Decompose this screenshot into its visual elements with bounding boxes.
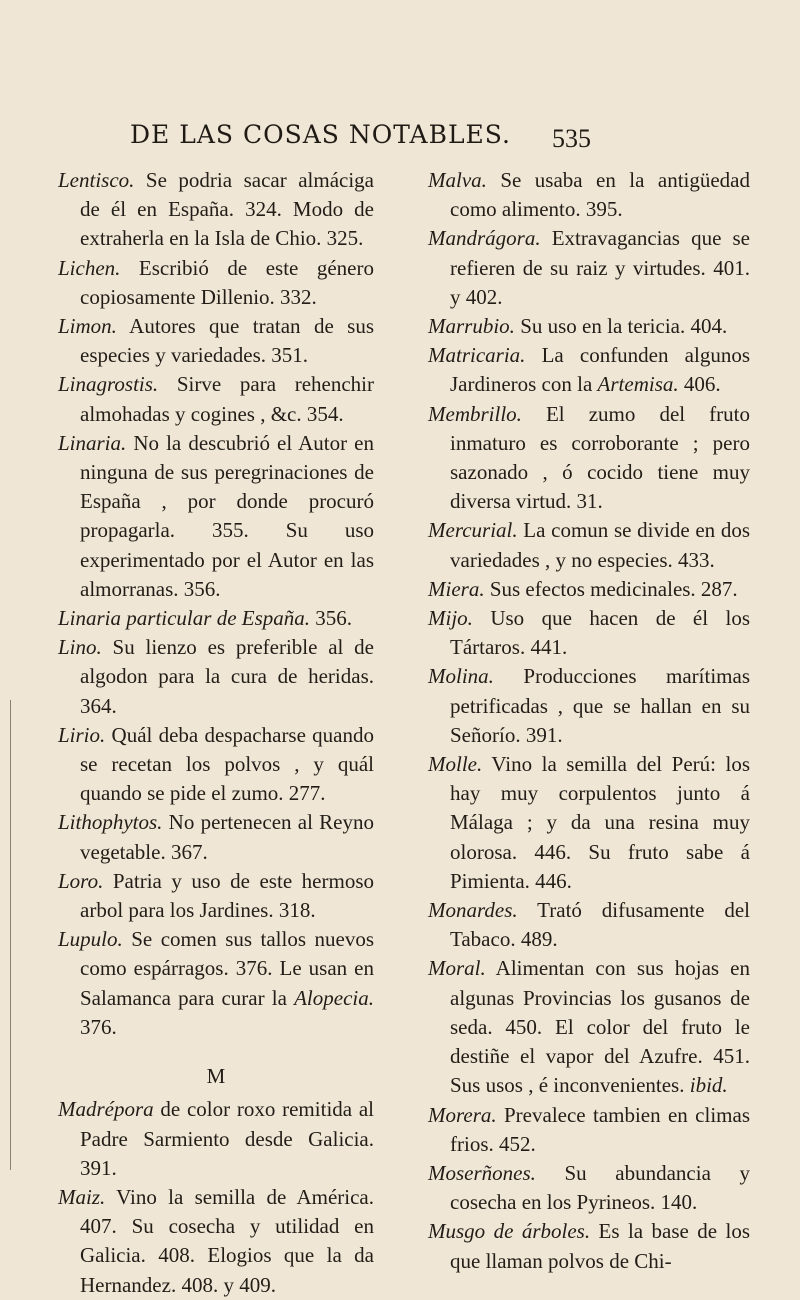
entry-text: Extravagancias que se refieren de su raiz y virtudes. 401. y 402.: [450, 226, 750, 309]
entry-reference: Artemisa.: [597, 372, 679, 397]
index-entry: [58, 604, 374, 633]
entry-term: Membrillo.: [428, 401, 522, 426]
index-entry: [58, 254, 374, 312]
index-entry: [428, 1101, 750, 1159]
entry-text: Su abundancia y cosecha en los Pyrineos. 140.: [450, 1160, 750, 1215]
entry-term: Mercurial.: [428, 518, 518, 543]
entry-text: Sus efectos medicinales. 287.: [484, 576, 738, 601]
entry-text: Autores que tratan de sus especies y variedades. 351.: [80, 314, 374, 368]
index-entry: [428, 604, 750, 662]
page-edge-rule: [10, 700, 11, 1170]
index-entry: [58, 808, 374, 866]
entry-term: Morera.: [428, 1102, 497, 1127]
entry-text: Se comen sus tallos nuevos como espárragos. 376. Le usan en Salamanca para curar la: [80, 927, 374, 1010]
entry-term: Marrubio.: [428, 314, 515, 339]
index-entry: [428, 1217, 750, 1275]
index-entry: [58, 721, 374, 809]
entry-term: Monardes.: [428, 898, 518, 923]
entry-term: Malva.: [428, 168, 487, 192]
entry-text: Trató difusamente del Tabaco. 489.: [450, 898, 750, 952]
index-entry: [58, 633, 374, 721]
entry-text: Alimentan con sus hojas en algunas Provincias los gusanos de seda. 450. El color del fruto le destiñe el vapor del Azufre. 451. Sus usos , é inconvenientes.: [450, 956, 750, 1098]
entry-text: La comun se divide en dos variedades , y no especies. 433.: [450, 518, 750, 572]
index-entry: [428, 166, 750, 224]
index-entry: [428, 662, 750, 750]
index-entry: [58, 370, 374, 428]
index-entry: [428, 400, 750, 517]
entry-text: de color roxo remitida al Padre Sarmiento desde Galicia. 391.: [80, 1097, 374, 1180]
index-entry: [428, 312, 750, 341]
entry-text: Quál deba despacharse quando se recetan los polvos , y quál quando se pide el zumo. 277.: [80, 722, 374, 806]
entry-term: Moral.: [428, 956, 486, 981]
index-entry: [428, 1159, 750, 1217]
entry-reference: ibid.: [689, 1073, 728, 1098]
entry-term: Maiz.: [58, 1184, 106, 1209]
entry-text: Es la base de los que llaman polvos de Chi-: [450, 1219, 750, 1273]
running-head: [0, 120, 800, 160]
entry-term: Linaria particular de España.: [58, 606, 311, 631]
entry-text: Vino la semilla del Perú: los hay muy corpulentos junto á Málaga ; y da una resina muy olorosa. 446. Su fruto sabe á Pimienta. 446.: [450, 752, 750, 893]
entry-term: Limon.: [58, 314, 117, 339]
entry-text: Uso que hacen de él los Tártaros. 441.: [450, 606, 750, 660]
entry-text: Sirve para rehenchir almohadas y cogines , &c. 354.: [80, 372, 374, 426]
entry-term: Madrépora: [58, 1097, 154, 1122]
index-entry: [428, 896, 750, 954]
entry-text: La confunden algunos Jardineros con la: [450, 343, 750, 397]
running-title: DE LAS COSAS NOTABLES.: [130, 120, 511, 149]
entry-term: Lithophytos.: [58, 810, 163, 835]
entry-text: 356.: [310, 606, 353, 631]
entry-text: El zumo del fruto inmaturo es corroborante ; pero sazonado , ó cocido tiene muy diversa virtud. 31.: [450, 401, 750, 514]
entry-term: Matricaria.: [428, 343, 526, 368]
entry-text: No pertenecen al Reyno vegetable. 367.: [80, 810, 374, 864]
entry-term: Lino.: [58, 635, 102, 660]
entry-term: Lirio.: [58, 722, 106, 747]
entry-term: Lupulo.: [58, 927, 123, 952]
entry-term: Moserñones.: [428, 1160, 536, 1185]
index-entry: [58, 166, 374, 254]
entry-text: Producciones marítimas petrificadas , que se hallan en su Señorío. 391.: [450, 664, 750, 747]
entry-term: Linagrostis.: [58, 372, 159, 397]
entry-text: No la descubrió el Autor en ninguna de sus peregrinaciones de España , por donde procuró propagarla. 355. Su uso experimentado por el Autor en las almorranas. 356.: [80, 430, 374, 601]
right-column: [428, 166, 750, 1276]
index-entry: [58, 312, 374, 370]
entry-term: Molina.: [428, 664, 494, 689]
index-entry: [428, 575, 750, 604]
index-entry: [428, 516, 750, 574]
index-entry: [58, 429, 374, 604]
index-entry: [428, 224, 750, 312]
entry-term: Loro.: [58, 868, 104, 893]
entry-text: Su uso en la tericia. 404.: [514, 314, 728, 339]
page-number: 535: [552, 124, 591, 153]
entry-text: Se usaba en la antigüedad como alimento. 395.: [450, 168, 750, 222]
entry-term: Molle.: [428, 752, 483, 777]
section-letter: M: [206, 1064, 226, 1089]
entry-page-ref: 376.: [80, 1014, 117, 1039]
entry-text: Vino la semilla de América. 407. Su cosecha y utilidad en Galicia. 408. Elogios que la da Hernandez. 408. y 409.: [80, 1184, 374, 1297]
index-entry: [428, 750, 750, 896]
index-entry: [428, 341, 750, 399]
entry-text: Patria y uso de este hermoso arbol para los Jardines. 318.: [80, 868, 374, 923]
entry-term: Mijo.: [428, 606, 473, 631]
entry-term: Lichen.: [58, 255, 121, 280]
index-entry: [428, 954, 750, 1100]
entry-text: Se podria sacar almáciga de él en España. 324. Modo de extraherla en la Isla de Chio. 325.: [80, 168, 374, 251]
entry-reference: Alopecia.: [294, 985, 374, 1010]
entry-term: Mandrágora.: [428, 226, 541, 251]
left-column: [58, 166, 374, 1300]
index-entry: [58, 1095, 374, 1183]
index-entry: [58, 1183, 374, 1300]
entry-term: Linaria.: [58, 430, 127, 455]
entry-text: Su lienzo es preferible al de algodon para la cura de heridas. 364.: [80, 635, 374, 718]
entry-text: Escribió de este género copiosamente Dillenio. 332.: [80, 255, 374, 309]
entry-text: Prevalece tambien en climas frios. 452.: [450, 1102, 750, 1156]
index-entry: [58, 867, 374, 925]
entry-term: Musgo de árboles.: [428, 1219, 591, 1244]
entry-term: Miera.: [428, 576, 485, 601]
index-entry: [58, 925, 374, 1042]
entry-page-ref: 406.: [678, 372, 721, 397]
entry-term: Lentisco.: [58, 168, 135, 192]
